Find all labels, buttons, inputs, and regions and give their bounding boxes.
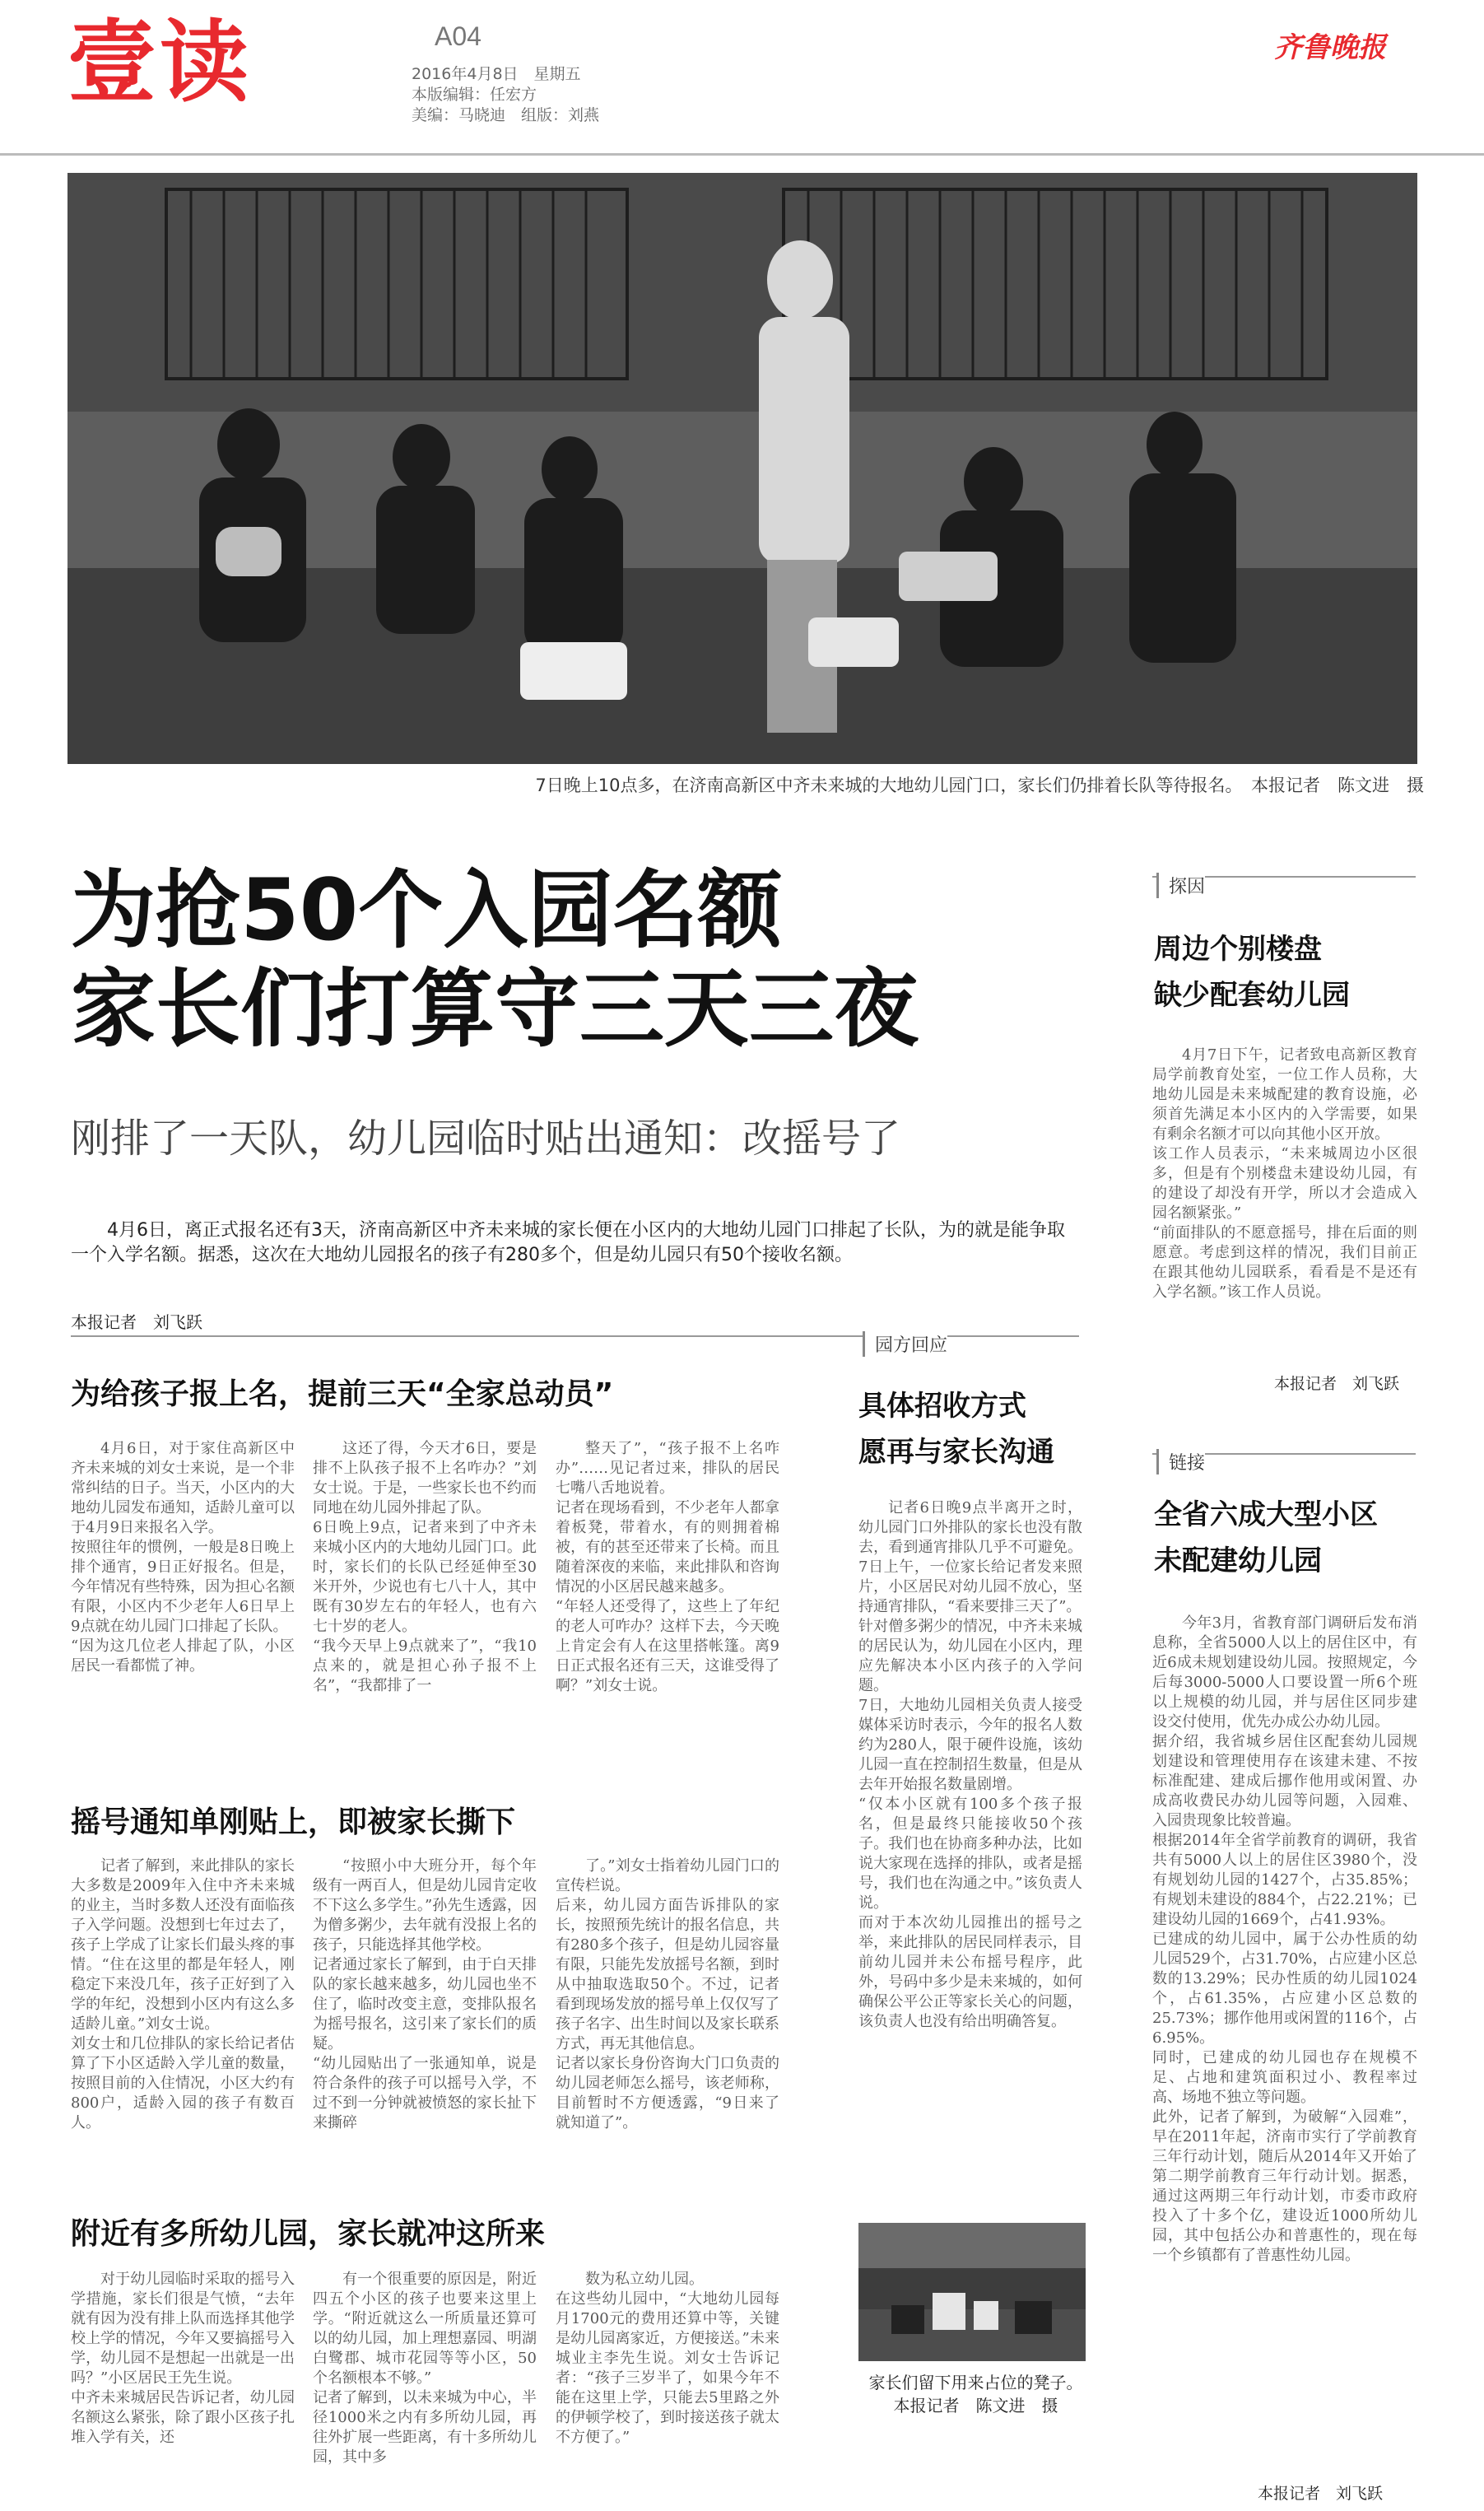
masthead-meta [412,64,599,126]
header-rule [0,153,1484,156]
lead-paragraph: 4月6日，离正式报名还有3天，济南高新区中齐未来城的家长便在小区内的大地幼儿园门口排起了长队，为的就是能争取一个入学名额。据悉，这次在大地幼儿园报名的孩子有280多个，但是幼儿园只有50个接收名额。 [71,1220,1065,1265]
section-3-col-3: 数为私立幼儿园。 在这些幼儿园中，“大地幼儿园每月1700元的费用还算中等，关键是幼儿园离家近，方便接送。”未来城业主李先生说。刘女士告诉记者：“孩子三岁半了，如果今年不能在这里上学，只能去5里路之外的伊顿学校了，到时接送孩子就太不方便了。” [556,2271,779,2446]
byline: 本报记者 刘飞跃 [71,1312,202,1332]
main-photo [67,173,1417,764]
section-2-col-1: 记者了解到，来此排队的家长大多数是2009年入住中齐未来城的业主，当时多数人还没有面临孩子入学问题。没想到七年过去了，孩子上学成了让家长们最头疼的事情。“住在这里的都是年轻人，刚稳定下来没几年，孩子正好到了入学的年纪，没想到小区内有这么多适龄儿童。”刘女士说。 刘女士和几位排队的家长给记者估算了下小区适龄入学儿童的数量，按照目前的入住情况，小区大约有800户，适龄入园的孩子有数百人。 [71,1857,295,2131]
stools-photo [858,2223,1086,2361]
section-1-col-2: 这还了得，今天才6日，要是排不上队孩子报不上名咋办？”刘女士说。于是，一些家长也不约而同地在幼儿园外排起了队。 6日晚上9点，记者来到了中齐未来城小区内的大地幼儿园门口。此时，家长们的长队已经延伸至30米开外，少说也有七八十人，其中既有30岁左右的年轻人，也有六七十岁的老人。 “我今天早上9点就来了”，“我10点来的，就是担心孙子报不上名”，“我都排了一 [313,1440,537,1694]
section-1-col-3: 整天了”，“孩子报不上名咋办”……见记者过来，排队的居民七嘴八舌地说着。 记者在现场看到，不少老年人都拿着板凳，带着水，有的则拥着棉被，有的甚至还带来了长椅。而且随着深夜的来临，来此排队和咨询情况的小区居民越来越多。 “年轻人还受得了，这些上了年纪的老人可咋办？这样下去，今天晚上肯定会有人在这里搭帐篷。离9日正式报名还有三天，这谁受得了啊？”刘女士说。 [556,1440,779,1694]
photo-illustration [67,173,1417,764]
section-3-col-2: 有一个很重要的原因是，附近四五个小区的孩子也要来这里上学。“附近就这么一所质量还算可以的幼儿园，加上理想嘉园、明湖白鹭郡、城市花园等等小区，50个名额根本不够。” 记者了解到，以未来城为中心，半径1000米之内有多所幼儿园，再往外扩展一些距离，有十多所幼儿园，其中多 [313,2271,537,2466]
stools-illustration [858,2223,1086,2361]
section-2-title: 摇号通知单刚贴上，即被家长撕下 [71,1805,516,1839]
sidebar-2-text: 今年3月，省教育部门调研后发布消息称，全省5000人以上的居住区中，有近6成未规划建设幼儿园。按照规定，今后每3000-5000人口要设置一所6个班以上规模的幼儿园，并与居住区同步建设交付使用，优先办成公办幼儿园。 据介绍，我省城乡居住区配套幼儿园规划建设和管理使用存在该建未建、不按标准配建、建成后挪作他用或闲置、办成高收费民办幼儿园等问题，入园难、入园贵现象比较普遍。 根据2014年全省学前教育的调研，我省共有5000人以上的居住区3980个，没有规划幼儿园的1427个，占35.85%；有规划未建设的884个，占22.21%；已建设幼儿园的1669个，占41.93%。 已建成的幼儿园中，属于公办性质的幼儿园529个，占31.70%，占应建小区总数的13.29%；民办性质的幼儿园1024个，占61.35%，占应建小区总数的25.73%；挪作他用或闲置的116个，占6.95%。 同时，已建成的幼儿园也存在规模不足、占地和建筑面积过小、教程率过高、场地不独立等问题。 此外，记者了解到，为破解“入园难”，早在2011年起，济南市实行了学前教育三年行动计划，随后从2014年又开始了第二期学前教育三年行动计划。据悉，通过这两期三年行动计划，市委市政府投入了十多个亿，建设近1000所幼儿园，其中包括公办和普惠性的，现在每一个乡镇都有了普惠性幼儿园。 [1152,1614,1417,2264]
sidebar-1-title: 周边个别楼盘 缺少配套幼儿园 [1154,933,1350,1012]
design-credit: 美编：马晓迪 组版：刘燕 [412,106,600,124]
section-1-title: 为给孩子报上名，提前三天“全家总动员” [71,1377,614,1411]
section-3-title: 附近有多所幼儿园，家长就冲这所来 [71,2217,546,2251]
photo-caption: 7日晚上10点多，在济南高新区中齐未来城的大地幼儿园门口，家长们仍排着长队等待报名。 本报记者 陈文进 摄 [535,776,1424,795]
section-2-col-2: “按照小中大班分开，每个年级有一两百人，但是幼儿园肯定收不下这么多学生。”孙先生透露，因为僧多粥少，去年就有没报上名的孩子，只能选择其他学校。 记者通过家长了解到，由于白天排队的家长越来越多，幼儿园也坐不住了，临时改变主意，变排队报名为摇号报名，这引来了家长们的质疑。 “幼儿园贴出了一张通知单，说是符合条件的孩子可以摇号入学，不过不到一分钟就被愤怒的家长扯下来撕碎 [313,1857,537,2131]
headline [71,861,919,1059]
section-2-col-3: 了。”刘女士指着幼儿园门口的宣传栏说。 后来，幼儿园方面告诉排队的家长，按照预先统计的报名信息，共有280多个孩子，但是幼儿园容量有限，只能先发放摇号名额，到时从中抽取选取50个。不过，记者看到现场发放的摇号单上仅仅写了孩子名字、出生时间以及家长联系方式，再无其他信息。 记者以家长身份咨询大门口负责的幼儿园老师怎么摇号，该老师称，目前暂时不方便透露，“9日来了就知道了”。 [556,1857,779,2131]
section-1-col-1: 4月6日，对于家住高新区中齐未来城的刘女士来说，是一个非常纠结的日子。当天，小区内的大地幼儿园发布通知，适龄儿童可以于4月9日来报名入学。 按照往年的惯例，一般是8日晚上排个通宵，9日正好报名。但是，今年情况有些特殊，因为担心名额有限，小区内不少老年人6日早上9点就在幼儿园门口排起了长队。 “因为这几位老人排起了队，小区居民一看都慌了神。 [71,1440,295,1675]
sidebar-1-tag: 探因 [1156,873,1205,898]
response-text: 记者6日晚9点半离开之时，幼儿园门口外排队的家长也没有散去，看到通宵排队几乎不可避免。7日上午，一位家长给记者发来照片，小区居民对幼儿园不放心，坚持通宵排队，“看来要排三天了”。 针对僧多粥少的情况，中齐未来城的居民认为，幼儿园在小区内，理应先解决本小区内孩子的入学问题。 7日，大地幼儿园相关负责人接受媒体采访时表示，今年的报名人数约为280人，限于硬件设施，该幼儿园一直在控制招生数量，但是从去年开始报名数量剧增。 “仅本小区就有100多个孩子报名，但是最终只能接收50个孩子。我们也在协商多种办法，比如说大家现在选择的排队，或者是摇号，我们也在沟通之中。”该负责人说。 而对于本次幼儿园推出的摇号之举，来此排队的居民同样表示，目前幼儿园并未公布摇号程序，此外，号码中多少是未来城的，如何确保公平公正等家长关心的问题，该负责人也没有给出明确答复。 [858,1499,1082,2030]
headline-line-1: 为抢50个入园名额 [71,861,783,960]
page-number: A04 [435,21,481,51]
sidebar-2-title: 全省六成大型小区 未配建幼儿园 [1154,1498,1378,1577]
response-tag: 园方回应 [863,1331,947,1357]
sidebar-1-text: 4月7日下午，记者致电高新区教育局学前教育处室，一位工作人员称，大地幼儿园是未来城配建的教育设施，必须首先满足本小区内的入学需要，如果有剩余名额才可以向其他小区开放。 该工作人员表示，“未来城周边小区很多，但是有个别楼盘未建设幼儿园，有的建设了却没有开学，所以才会造成入园名额紧张。” “前面排队的不愿意摇号，排在后面的则愿意。考虑到这样的情况，我们目前正在跟其他幼儿园联系，看看是不是还有入学名额。”该工作人员说。 [1152,1046,1417,1301]
subheadline: 刚排了一天队，幼儿园临时贴出通知：改摇号了 [71,1116,901,1162]
masthead-title: 壹读 [67,12,253,114]
sidebar-1-byline: 本报记者 刘飞跃 [1274,1375,1400,1393]
newspaper-logo: 齐鲁晚报 [1274,31,1386,64]
headline-line-2: 家长们打算守三天三夜 [71,960,919,1059]
sidebar-2-tag: 链接 [1156,1449,1205,1474]
section-3-col-1: 对于幼儿园临时采取的摇号入学措施，家长们很是气愤，“去年就有因为没有排上队而选择其他学校上学的情况，今年又要搞摇号入学，幼儿园不是想起一出就是一出吗？”小区居民王先生说。 中齐未来城居民告诉记者，幼儿园名额这么紧张，除了跟小区孩子扎堆入学有关，还 [71,2271,295,2446]
issue-date: 2016年4月8日 星期五 [412,65,581,83]
response-title: 具体招收方式 愿再与家长沟通 [858,1390,1054,1469]
editor-credit: 本版编辑：任宏方 [412,86,537,104]
sidebar-2-byline: 本报记者 刘飞跃 [1258,2485,1384,2503]
stools-photo-caption: 家长们留下用来占位的凳子。 本报记者 陈文进 摄 [868,2373,1083,2415]
